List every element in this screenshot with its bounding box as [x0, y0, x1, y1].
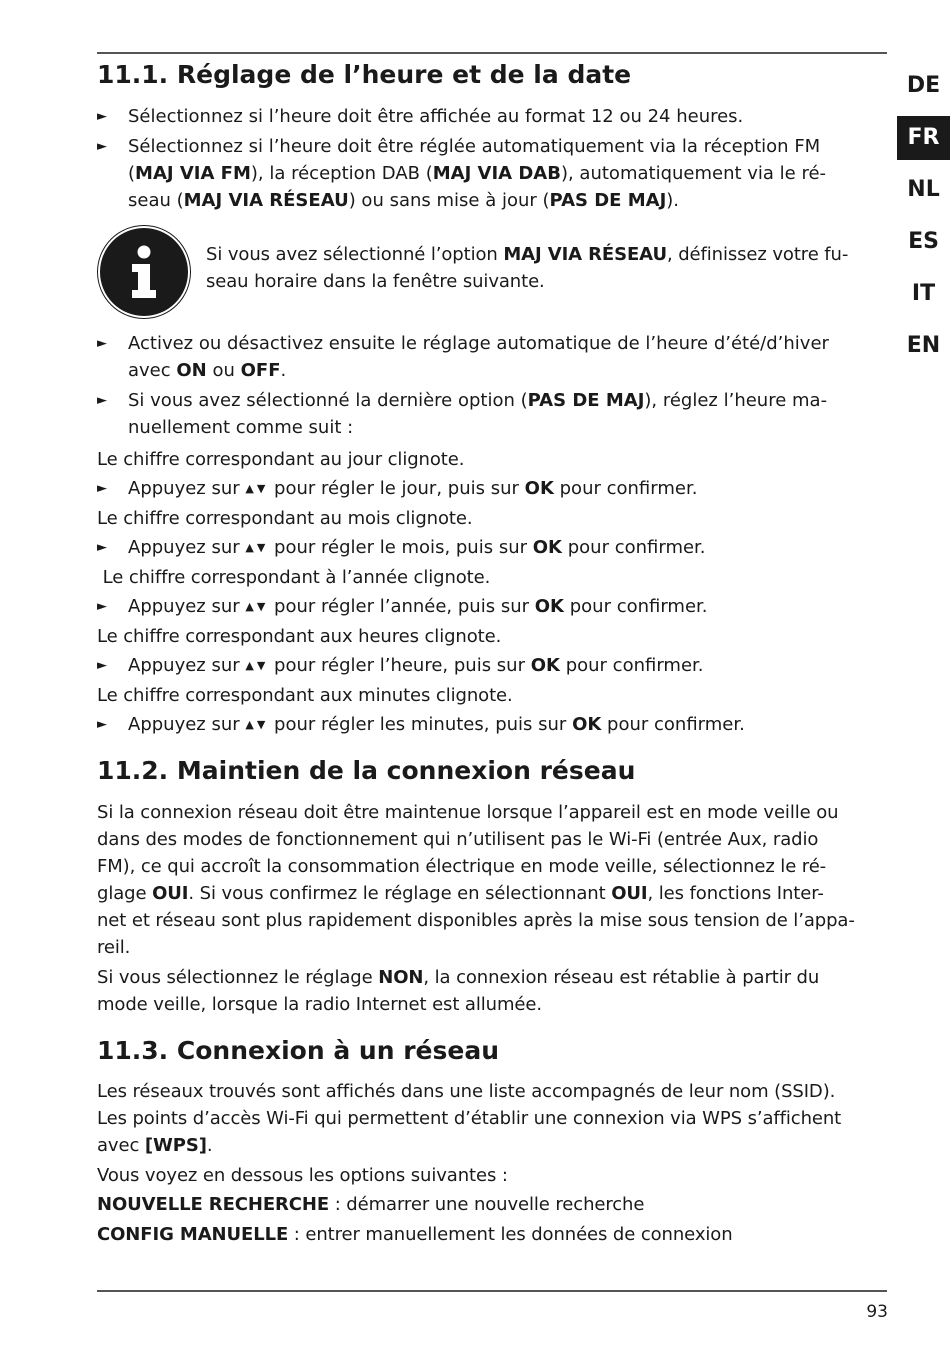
lang-tab-en[interactable]: EN — [906, 333, 941, 358]
bottom-rule — [97, 1290, 887, 1292]
up-down-arrows-icon: ▲▼ — [245, 659, 269, 672]
step-day-text: Le chiffre correspondant au jour clignote. — [97, 449, 465, 470]
section-11-3-body: Les réseaux trouvés sont affichés dans une liste accompagnés de leur nom (SSID). Les points d’accès Wi-Fi qui permettent d’établir une connexion via WPS s’affichent avec [WPS]. — [97, 1081, 842, 1156]
info-note: Si vous avez sélectionné l’option MAJ VIA RÉSEAU, définissez votre fu- seau horaire dans la fenêtre suivante. — [206, 244, 849, 292]
arrow-bullet-icon: ► — [97, 658, 107, 673]
bullet-auto-update: ► Sélectionnez si l’heure doit être réglée automatiquement via la réception FM (MAJ VIA FM), la réception DAB (MAJ VIA DAB), automatiquement via le ré- seau (MAJ VIA RÉSEAU) ou sans mise à jour (PAS DE MAJ). — [97, 133, 887, 214]
step-hour-text: Le chiffre correspondant aux heures clignote. — [97, 626, 502, 647]
step-minute-text: Le chiffre correspondant aux minutes clignote. — [97, 685, 513, 706]
arrow-bullet-icon: ► — [97, 336, 107, 351]
option-manual-config: CONFIG MANUELLE : entrer manuellement les données de connexion — [97, 1224, 733, 1245]
option-new-search: NOUVELLE RECHERCHE : démarrer une nouvelle recherche — [97, 1194, 645, 1215]
section-11-2-body: Si la connexion réseau doit être maintenue lorsque l’appareil est en mode veille ou dans des modes de fonctionnement qui n’utilisent pas le Wi-Fi (entrée Aux, radio FM), ce qui accroît la consommation électrique en mode veille, sélectionnez le ré- glage OUI. Si vous confirmez le réglage en sélectionnant OUI, les fonctions Inter- net et réseau sont plus rapidement disponibles après la mise sous tension de l’appa- reil. — [97, 802, 855, 958]
top-rule — [97, 52, 887, 54]
section-11-2-body-2: Si vous sélectionnez le réglage NON, la connexion réseau est rétablie à partir du mode veille, lorsque la radio Internet est allumée. — [97, 967, 820, 1015]
lang-tab-it[interactable]: IT — [911, 281, 936, 306]
arrow-bullet-icon: ► — [97, 393, 107, 408]
arrow-bullet-icon: ► — [97, 481, 107, 496]
arrow-bullet-icon: ► — [97, 599, 107, 614]
step-month-bullet: ► Appuyez sur ▲▼ pour régler le mois, puis sur OK pour confirmer. — [97, 534, 887, 561]
section-title-11-1: 11.1. Réglage de l’heure et de la date — [97, 60, 632, 89]
page-number: 93 — [866, 1302, 888, 1322]
bullet-dst: ► Activez ou désactivez ensuite le réglage automatique de l’heure d’été/d’hiver avec ON ou OFF. — [97, 330, 887, 384]
arrow-bullet-icon: ► — [97, 109, 107, 124]
lang-tab-nl[interactable]: NL — [907, 177, 940, 202]
up-down-arrows-icon: ▲▼ — [245, 600, 269, 613]
step-month-text: Le chiffre correspondant au mois clignote. — [97, 508, 473, 529]
lang-tab-es[interactable]: ES — [908, 229, 939, 254]
step-minute-bullet: ► Appuyez sur ▲▼ pour régler les minutes, puis sur OK pour confirmer. — [97, 711, 887, 738]
up-down-arrows-icon: ▲▼ — [245, 541, 269, 554]
section-11-3-options-intro: Vous voyez en dessous les options suivantes : — [97, 1165, 508, 1186]
arrow-bullet-icon: ► — [97, 540, 107, 555]
lang-tab-fr[interactable]: FR — [897, 116, 950, 160]
up-down-arrows-icon: ▲▼ — [245, 482, 269, 495]
step-day-bullet: ► Appuyez sur ▲▼ pour régler le jour, puis sur OK pour confirmer. — [97, 475, 887, 502]
bullet-manual: ► Si vous avez sélectionné la dernière option (PAS DE MAJ), réglez l’heure ma- nuellement comme suit : — [97, 387, 887, 441]
lang-tab-de[interactable]: DE — [906, 73, 941, 98]
up-down-arrows-icon: ▲▼ — [245, 718, 269, 731]
step-hour-bullet: ► Appuyez sur ▲▼ pour régler l’heure, puis sur OK pour confirmer. — [97, 652, 887, 679]
arrow-bullet-icon: ► — [97, 139, 107, 154]
section-title-11-3: 11.3. Connexion à un réseau — [97, 1036, 499, 1065]
arrow-bullet-icon: ► — [97, 717, 107, 732]
section-title-11-2: 11.2. Maintien de la connexion réseau — [97, 756, 636, 785]
bullet-format: ► Sélectionnez si l’heure doit être affichée au format 12 ou 24 heures. — [97, 103, 887, 130]
step-year-bullet: ► Appuyez sur ▲▼ pour régler l’année, puis sur OK pour confirmer. — [97, 593, 887, 620]
step-year-text: Le chiffre correspondant à l’année clignote. — [97, 567, 491, 588]
info-icon — [100, 228, 188, 316]
